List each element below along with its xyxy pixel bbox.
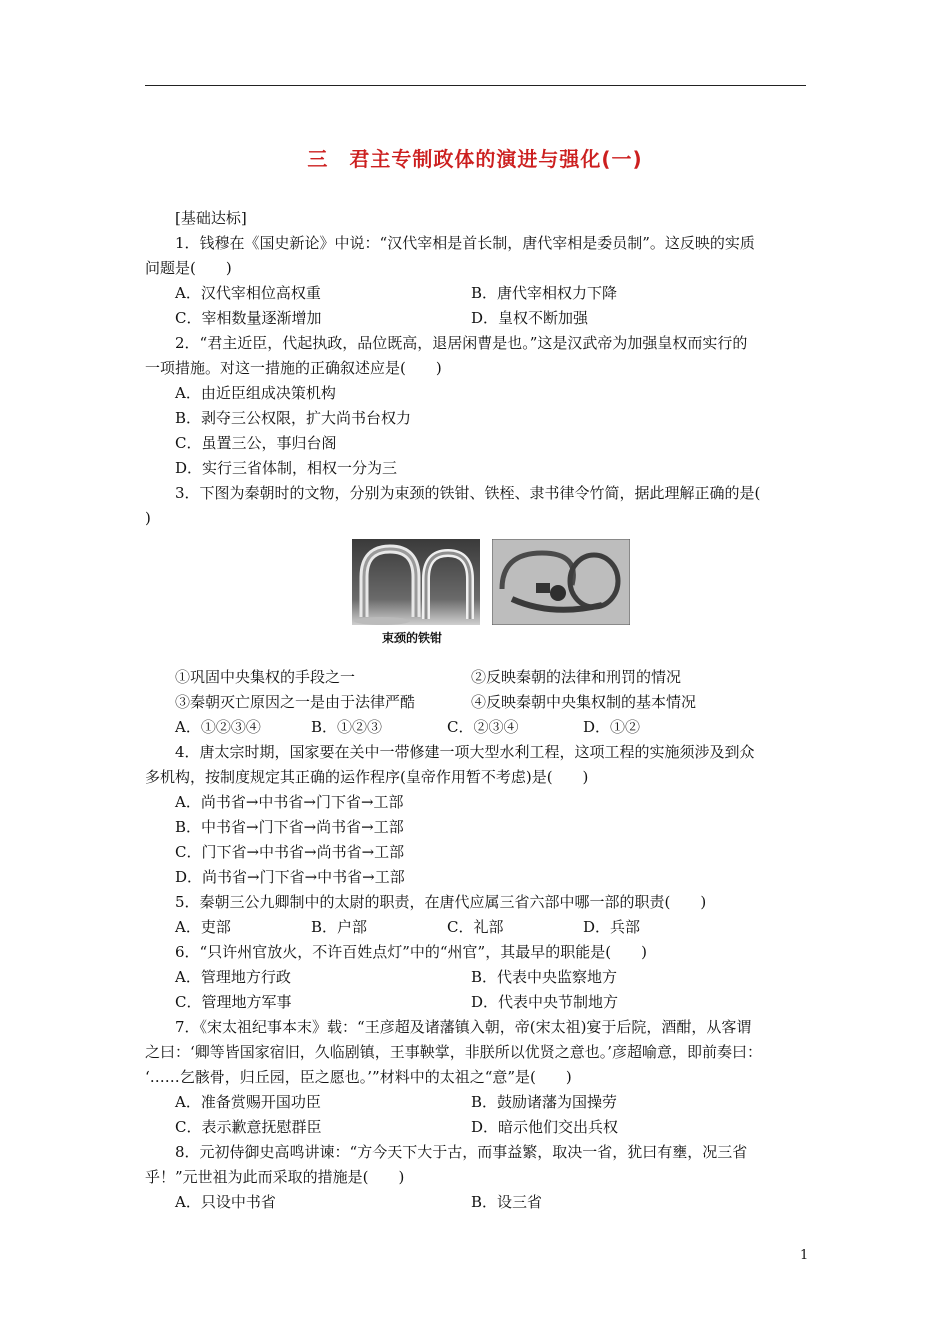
q3-option-c[interactable]: C．②③④ bbox=[447, 718, 519, 736]
question-3-stem: 3．下图为秦朝时的文物，分别为束颈的铁钳、铁桎、隶书律令竹简，据此理解正确的是( bbox=[175, 484, 761, 502]
question-8-options-row1 bbox=[145, 1190, 807, 1215]
question-6-options-row2 bbox=[145, 990, 807, 1015]
q3-statement-2: ②反映秦朝的法律和刑罚的情况 bbox=[471, 668, 682, 686]
question-2-stem: 2．“君主近臣，代起执政，品位既高，退居闲曹是也。”这是汉武帝为加强皇权而实行的 bbox=[175, 334, 748, 352]
page-number: 1 bbox=[800, 1248, 809, 1263]
q8-option-a[interactable]: A．只设中书省 bbox=[175, 1193, 276, 1211]
q7-option-a[interactable]: A．准备赏赐开国功臣 bbox=[175, 1093, 321, 1111]
question-1-stem: 1．钱穆在《国史新论》中说：“汉代宰相是首长制，唐代宰相是委员制”。这反映的实质 bbox=[175, 234, 755, 252]
iron-collar-photo bbox=[352, 539, 480, 625]
q3-statement-4: ④反映秦朝中央集权制的基本情况 bbox=[471, 693, 697, 711]
question-3-statements-row1 bbox=[145, 665, 807, 690]
q1-option-d[interactable]: D．皇权不断加强 bbox=[471, 309, 589, 327]
q3-statement-1: ①巩固中央集权的手段之一 bbox=[175, 668, 356, 686]
q2-option-a[interactable]: A．由近臣组成决策机构 bbox=[175, 384, 336, 402]
section-label: [基础达标] bbox=[175, 209, 247, 227]
q4-option-a[interactable]: A．尚书省→中书省→门下省→工部 bbox=[175, 793, 404, 811]
question-6-options-row1 bbox=[145, 965, 807, 990]
question-7-stem-cont2: ‘……乞骸骨，归丘园，臣之愿也。’”材料中的太祖之“意”是( ) bbox=[145, 1068, 572, 1086]
q5-option-a[interactable]: A．吏部 bbox=[175, 918, 231, 936]
question-2-stem-cont: 一项措施。对这一措施的正确叙述应是( ) bbox=[145, 359, 442, 377]
question-1-options-row1 bbox=[145, 281, 807, 306]
artifact-figure bbox=[145, 531, 807, 665]
document-body bbox=[145, 206, 807, 1215]
q7-option-d[interactable]: D．暗示他们交出兵权 bbox=[471, 1118, 619, 1136]
question-1-options-row2 bbox=[145, 306, 807, 331]
q6-option-a[interactable]: A．管理地方行政 bbox=[175, 968, 291, 986]
q7-option-b[interactable]: B．鼓励诸藩为国操劳 bbox=[471, 1093, 618, 1111]
figure-caption: 束颈的铁钳 bbox=[382, 631, 443, 645]
q5-option-d[interactable]: D．兵部 bbox=[583, 918, 641, 936]
q3-statement-3: ③秦朝灭亡原因之一是由于法律严酷 bbox=[175, 693, 416, 711]
q4-option-d[interactable]: D．尚书省→门下省→中书省→工部 bbox=[175, 868, 405, 886]
question-3-statements-row2 bbox=[145, 690, 807, 715]
question-7-stem: 7．《宋太祖纪事本末》载：“王彦超及诸藩镇入朝，帝(宋太祖)宴于后院，酒酣，从客谓 bbox=[175, 1018, 752, 1036]
question-3-options bbox=[145, 715, 807, 740]
question-6-stem: 6．“只许州官放火，不许百姓点灯”中的“州官”，其最早的职能是( ) bbox=[175, 943, 647, 961]
question-7-options-row1 bbox=[145, 1090, 807, 1115]
question-8-stem: 8．元初侍御史高鸣讲谏：“方今天下大于古，而事益繁，取决一省，犹曰有壅，况三省 bbox=[175, 1143, 748, 1161]
question-7-options-row2 bbox=[145, 1115, 807, 1140]
q3-option-b[interactable]: B．①②③ bbox=[311, 718, 383, 736]
q3-option-d[interactable]: D．①② bbox=[583, 718, 641, 736]
question-1-stem-cont: 问题是( ) bbox=[145, 259, 232, 277]
q6-option-b[interactable]: B．代表中央监察地方 bbox=[471, 968, 618, 986]
q5-option-b[interactable]: B．户部 bbox=[311, 918, 368, 936]
q1-option-a[interactable]: A．汉代宰相位高权重 bbox=[175, 284, 321, 302]
q1-option-b[interactable]: B．唐代宰相权力下降 bbox=[471, 284, 618, 302]
q4-option-b[interactable]: B．中书省→门下省→尚书省→工部 bbox=[175, 818, 404, 836]
q8-option-b[interactable]: B．设三省 bbox=[471, 1193, 543, 1211]
q2-option-c[interactable]: C．虽置三公，事归台阁 bbox=[175, 434, 337, 452]
q6-option-c[interactable]: C．管理地方军事 bbox=[175, 993, 292, 1011]
q2-option-b[interactable]: B．剥夺三公权限，扩大尚书台权力 bbox=[175, 409, 412, 427]
q7-option-c[interactable]: C．表示歉意抚慰群臣 bbox=[175, 1118, 322, 1136]
question-3-stem-cont: ) bbox=[145, 509, 151, 527]
iron-shackle-photo bbox=[492, 539, 630, 625]
question-5-options bbox=[145, 915, 807, 940]
q3-option-a[interactable]: A．①②③④ bbox=[175, 718, 261, 736]
page-title: 三 君主专制政体的演进与强化(一) bbox=[307, 147, 643, 171]
question-8-stem-cont: 乎！”元世祖为此而采取的措施是( ) bbox=[145, 1168, 405, 1186]
question-7-stem-cont: 之曰：‘卿等皆国家宿旧，久临剧镇，王事鞅掌，非朕所以优贤之意也。’彦超喻意，即前奏曰： bbox=[145, 1043, 763, 1061]
question-5-stem: 5．秦朝三公九卿制中的太尉的职责，在唐代应属三省六部中哪一部的职责( ) bbox=[175, 893, 707, 911]
q1-option-c[interactable]: C．宰相数量逐渐增加 bbox=[175, 309, 322, 327]
q6-option-d[interactable]: D．代表中央节制地方 bbox=[471, 993, 619, 1011]
q2-option-d[interactable]: D．实行三省体制，相权一分为三 bbox=[175, 459, 398, 477]
q5-option-c[interactable]: C．礼部 bbox=[447, 918, 504, 936]
header-rule bbox=[145, 85, 806, 86]
question-4-stem: 4．唐太宗时期，国家要在关中一带修建一项大型水利工程，这项工程的实施须涉及到众 bbox=[175, 743, 755, 761]
question-4-stem-cont: 多机构，按制度规定其正确的运作程序(皇帝作用暂不考虑)是( ) bbox=[145, 768, 589, 786]
q4-option-c[interactable]: C．门下省→中书省→尚书省→工部 bbox=[175, 843, 405, 861]
